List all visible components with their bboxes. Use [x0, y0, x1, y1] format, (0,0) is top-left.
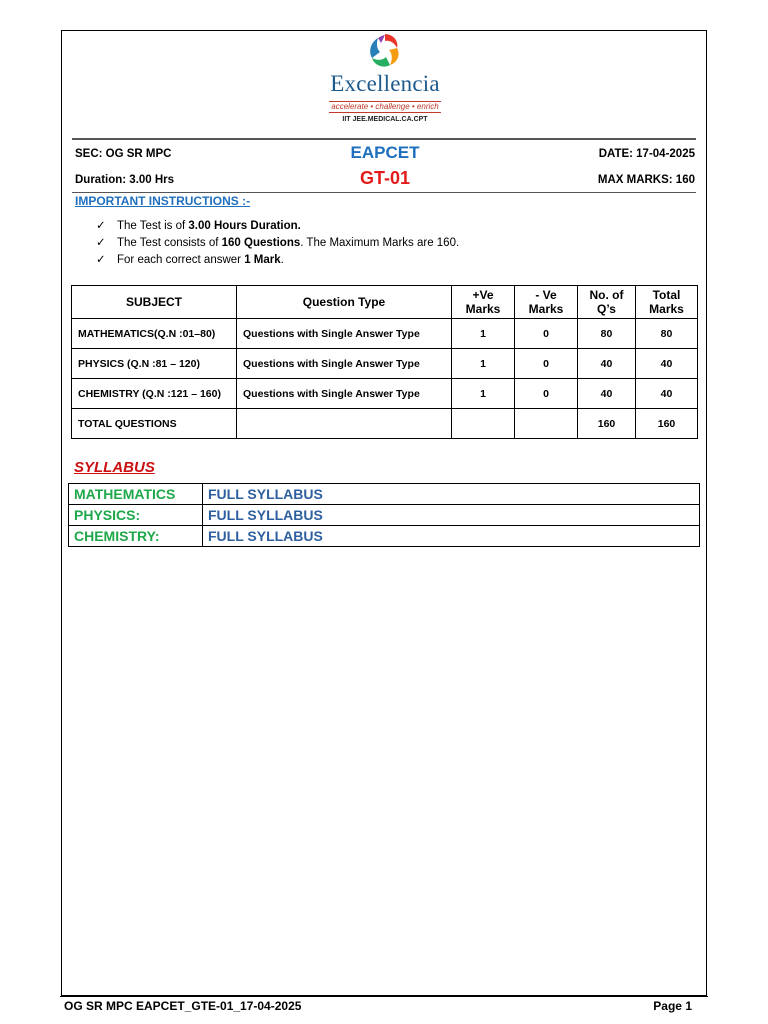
- cell-positive-marks: 1: [452, 349, 515, 379]
- brand-subtitle: IIT JEE.MEDICAL.CA.CPT: [342, 116, 428, 123]
- cell-num-questions: 80: [578, 319, 636, 349]
- cell-negative-marks: 0: [515, 349, 578, 379]
- cell-total-marks: 40: [636, 379, 698, 409]
- syllabus-subject: MATHEMATICS: [69, 484, 203, 505]
- cell-subject: TOTAL QUESTIONS: [72, 409, 237, 439]
- cell-total-marks: 40: [636, 349, 698, 379]
- instructions-list: [96, 218, 459, 269]
- cell-subject: CHEMISTRY (Q.N :121 – 160): [72, 379, 237, 409]
- cell-positive-marks: 1: [452, 319, 515, 349]
- syllabus-row: [69, 505, 700, 526]
- table-header-row: [72, 286, 698, 319]
- syllabus-row: [69, 526, 700, 547]
- instructions-title: IMPORTANT INSTRUCTIONS :-: [75, 194, 251, 208]
- max-marks: MAX MARKS: 160: [597, 174, 695, 186]
- cell-positive-marks: [452, 409, 515, 439]
- syllabus-value: FULL SYLLABUS: [203, 526, 700, 547]
- table-row: [72, 349, 698, 379]
- brand-name: Excellencia: [330, 71, 440, 96]
- cell-num-questions: 40: [578, 379, 636, 409]
- marks-table: [71, 285, 698, 439]
- checkmark-icon: ✓: [96, 220, 106, 232]
- cell-question-type: [237, 409, 452, 439]
- syllabus-subject: CHEMISTRY:: [69, 526, 203, 547]
- syllabus-row: [69, 484, 700, 505]
- footer-rule: [60, 996, 708, 997]
- syllabus-value: FULL SYLLABUS: [203, 505, 700, 526]
- section-label: SEC: OG SR MPC: [75, 148, 172, 160]
- cell-question-type: Questions with Single Answer Type: [237, 319, 452, 349]
- table-row: [72, 319, 698, 349]
- instruction-item: ✓ The Test consists of 160 Questions. The Maximum Marks are 160.: [96, 235, 459, 252]
- test-id: GT-01: [359, 168, 411, 188]
- syllabus-title: SYLLABUS: [74, 459, 155, 476]
- col-header-subject: SUBJECT: [72, 286, 237, 319]
- instruction-item: ✓ The Test is of 3.00 Hours Duration.: [96, 218, 459, 235]
- syllabus-subject: PHYSICS:: [69, 505, 203, 526]
- col-header-total-marks: Total Marks: [636, 286, 698, 319]
- brand-tagline: accelerate • challenge • enrich: [331, 102, 439, 111]
- excellencia-swirl-logo-icon: [367, 32, 403, 70]
- col-header-question-type: Question Type: [237, 286, 452, 319]
- cell-num-questions: 160: [578, 409, 636, 439]
- footer-doc-id: OG SR MPC EAPCET_GTE-01_17-04-2025: [64, 999, 302, 1013]
- duration-label: Duration: 3.00 Hrs: [75, 174, 175, 186]
- cell-total-marks: 160: [636, 409, 698, 439]
- cell-question-type: Questions with Single Answer Type: [237, 349, 452, 379]
- cell-positive-marks: 1: [452, 379, 515, 409]
- header-rule-top: [72, 138, 696, 140]
- table-row: [72, 379, 698, 409]
- page-number: Page 1: [653, 999, 692, 1013]
- col-header-positive-marks: +Ve Marks: [452, 286, 515, 319]
- cell-question-type: Questions with Single Answer Type: [237, 379, 452, 409]
- col-header-num-questions: No. of Q’s: [578, 286, 636, 319]
- checkmark-icon: ✓: [96, 254, 106, 266]
- syllabus-table: [68, 483, 700, 547]
- cell-num-questions: 40: [578, 349, 636, 379]
- cell-negative-marks: [515, 409, 578, 439]
- cell-subject: PHYSICS (Q.N :81 – 120): [72, 349, 237, 379]
- syllabus-value: FULL SYLLABUS: [203, 484, 700, 505]
- logo: [300, 32, 470, 132]
- cell-total-marks: 80: [636, 319, 698, 349]
- instruction-item: ✓ For each correct answer 1 Mark.: [96, 252, 459, 269]
- table-row-total: [72, 409, 698, 439]
- exam-date: DATE: 17-04-2025: [598, 148, 695, 160]
- cell-subject: MATHEMATICS(Q.N :01–80): [72, 319, 237, 349]
- exam-name: EAPCET: [350, 143, 420, 162]
- col-header-negative-marks: - Ve Marks: [515, 286, 578, 319]
- cell-negative-marks: 0: [515, 319, 578, 349]
- cell-negative-marks: 0: [515, 379, 578, 409]
- checkmark-icon: ✓: [96, 237, 106, 249]
- header-rule-bottom: [72, 192, 696, 193]
